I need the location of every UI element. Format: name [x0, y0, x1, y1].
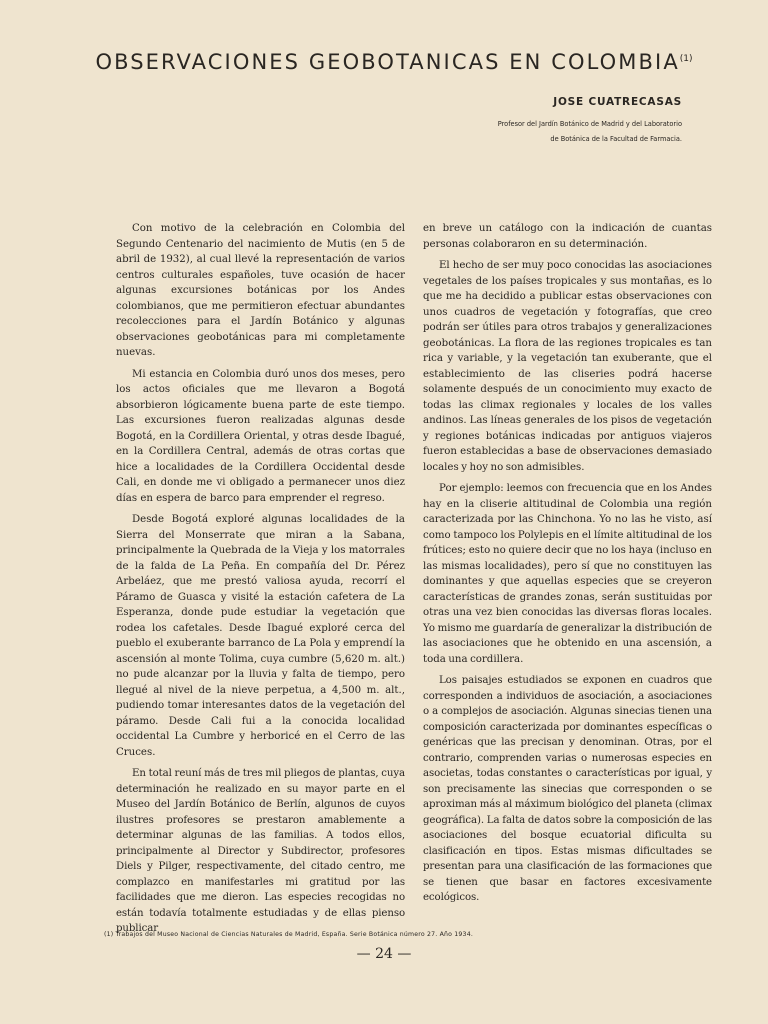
- paragraph: Por ejemplo: leemos con frecuencia que en los Andes hay en la cliserie altitudinal de Colombia una región caracterizada por las Chinchona. Yo no las he visto, así como tampoco los Polylepis en el límite altitudinal de los frútices; esto no quiere decir que no los haya (incluso en las mismas localidades), pero sí que no constituyen las dominantes y que aquellas especies que se creyeron características de grandes zonas, serán sustituidas por otras una vez bien conocidas las diversas floras locales. Yo mismo me guardaría de generalizar la distribución de las asociaciones que he obtenido en una ascensión, a toda una cordillera.: [423, 483, 712, 665]
- paragraph: Mi estancia en Colombia duró unos dos meses, pero los actos oficiales que me llevaron a Bogotá absorbieron lógicamente buena parte de este tiempo. Las excursiones fueron realizadas algunas desde Bogotá, en la Cordillera Oriental, y otras desde Ibagué, en la Cordillera Central, además de otras cortas que hice a localidades de la Cordillera Occidental desde Cali, en donde me vi obligado a permanecer unos diez días en espera de barco para emprender el regreso.: [116, 368, 405, 504]
- article-title: [60, 50, 728, 74]
- paragraph: en breve un catálogo con la indicación de cuantas personas colaboraron en su determinación.: [423, 223, 712, 250]
- affiliation-line: Profesor del Jardín Botánico de Madrid y del Laboratorio: [497, 120, 682, 128]
- title-footnote-marker: (1): [679, 54, 693, 64]
- footnote: (1) Trabajos del Museo Nacional de Ciencias Naturales de Madrid, España. Serie Botánica número 27. Año 1934.: [104, 931, 473, 938]
- paragraph: Desde Bogotá exploré algunas localidades de la Sierra del Monserrate que miran a la Sabana, principalmente la Quebrada de la Vieja y los matorrales de la falda de La Peña. En compañía del Dr. Pérez Arbeláez, que me prestó valiosa ayuda, recorrí el Páramo de Guasca y visité la estación cafetera de La Esperanza, donde pude estudiar la vegetación que rodea los cafetales. Desde Ibagué exploré cerca del pueblo el exuberante barranco de La Pola y emprendí la ascensión al monte Tolima, cuya cumbre (5,620 m. alt.) no pude alcanzar por la lluvia y falta de tiempo, pero llegué al nivel de la nieve perpetua, a 4,500 m. alt., pudiendo tomar interesantes datos de la vegetación del páramo. Desde Cali fui a la conocida localidad occidental La Cumbre y herboricé en el Cerro de las Cruces.: [116, 514, 405, 758]
- paragraph: El hecho de ser muy poco conocidas las asociaciones vegetales de los países tropicales y sus montañas, es lo que me ha decidido a publicar estas observaciones con unos cuadros de vegetación y fotografías, que creo podrán ser útiles para otros trabajos y generalizaciones geobotánicas. La flora de las regiones tropicales es tan rica y variable, y la vegetación tan exuberante, que el establecimiento de las cliseries podrá hacerse solamente después de un conocimiento muy exacto de todas las climax regionales y locales de los valles andinos. Las líneas generales de los pisos de vegetación y regiones botánicas indicadas por antiguos viajeros fueron establecidas a base de observaciones demasiado locales y hoy no son admisibles.: [423, 260, 712, 473]
- page-number: — 24 —: [356, 946, 412, 962]
- paragraph: Con motivo de la celebración en Colombia del Segundo Centenario del nacimiento de Mutis (en 5 de abril de 1932), al cual llevé la representación de varios centros culturales españoles, tuve ocasión de hacer algunas excursiones botánicas por los Andes colombianos, que me permitieron efectuar abundantes recolecciones para el Jardín Botánico y algunas observaciones geobotánicas para mi completamente nuevas.: [116, 223, 405, 358]
- left-column: [116, 221, 405, 943]
- right-column: [423, 221, 712, 912]
- paragraph: En total reuní más de tres mil pliegos de plantas, cuya determinación he realizado en su mayor parte en el Museo del Jardín Botánico de Berlín, algunos de cuyos ilustres profesores se prestaron amablemente a determinar algunas de las familias. A todos ellos, principalmente al Director y Subdirector, profesores Diels y Pilger, respectivamente, del citado centro, me complazco en manifestarles mi gratitud por las facilidades que me dieron. Las especies recogidas no están todavía totalmente estudiadas y de ellas pienso publicar: [116, 768, 405, 934]
- article-title-text: OBSERVACIONES GEOBOTANICAS EN COLOMBIA: [95, 50, 680, 74]
- paragraph: Los paisajes estudiados se exponen en cuadros que corresponden a individuos de asociación, a asociaciones o a complejos de asociación. Algunas sinecias tienen una composición caracterizada por dominantes específicas o genéricas que las precisan y denominan. Otras, por el contrario, comprenden varias o numerosas especies en asocietas, todas constantes o características por igual, y son precisamente las sinecias que corresponden o se aproximan más al máximum biológico del planeta (climax geográfica). La falta de datos sobre la composición de las asociaciones del bosque ecuatorial dificulta su clasificación en tipos. Estas mismas dificultades se presentan para una clasificación de las formaciones que se tienen que basar en factores excesivamente ecológicos.: [423, 675, 712, 903]
- affiliation-line: de Botánica de la Facultad de Farmacia.: [550, 135, 682, 143]
- author-name: JOSE CUATRECASAS: [553, 96, 682, 108]
- author-affiliation: [498, 117, 682, 147]
